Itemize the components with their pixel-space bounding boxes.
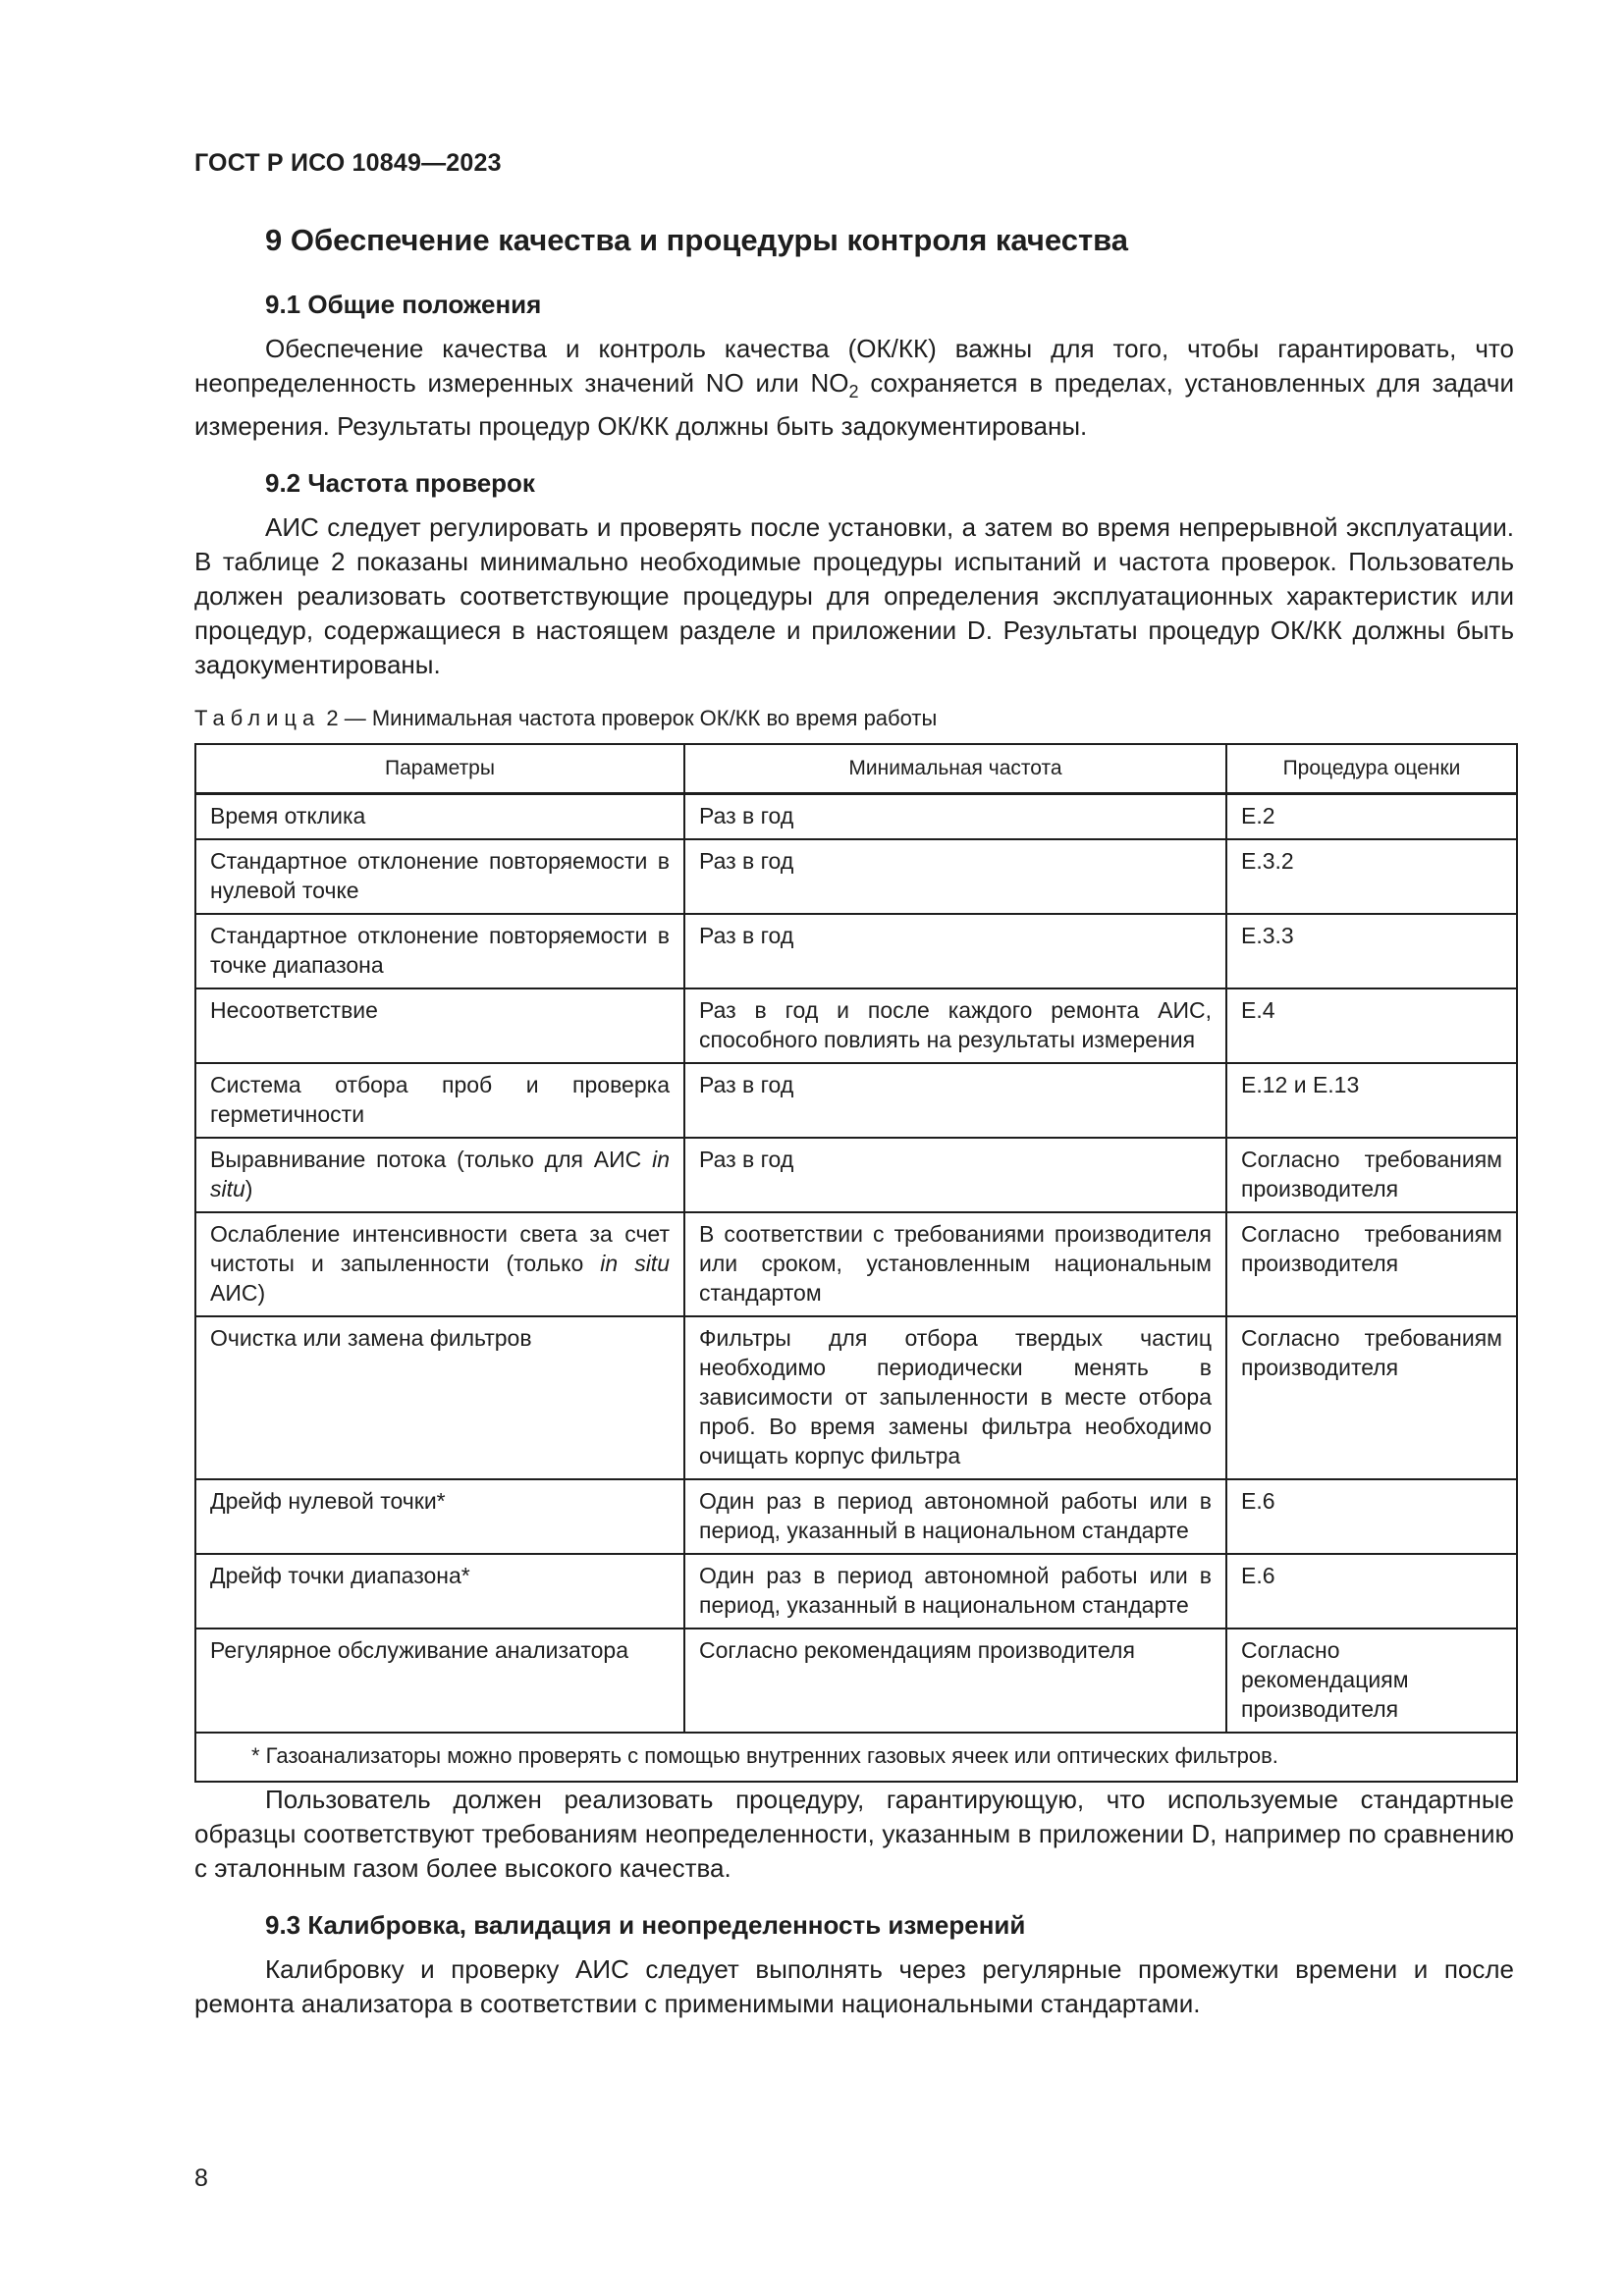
- cell-procedure: E.4: [1226, 988, 1517, 1063]
- cell-parameter: [195, 1212, 684, 1316]
- cell-parameter: Время отклика: [195, 794, 684, 840]
- italic-text: in situ: [600, 1251, 670, 1277]
- cell-text: ): [244, 1176, 253, 1202]
- cell-procedure: Согласно требованиям производителя: [1226, 1138, 1517, 1212]
- table-row: [195, 1138, 1517, 1212]
- table-row: [195, 1063, 1517, 1138]
- cell-procedure: E.3.3: [1226, 914, 1517, 988]
- section-9-3-paragraph: Калибровку и проверку АИС следует выполнять через регулярные промежутки времени и после ремонта анализатора в соответствии с применимыми национальными стандартами.: [194, 1954, 1514, 2019]
- table-row: [195, 1316, 1517, 1479]
- page-content: [194, 220, 1514, 2043]
- cell-text: АИС): [210, 1280, 266, 1307]
- paragraph-text: сохраняется в пределах, установленных для задачи измерения. Результаты процедур ОК/КК должны быть задокументированы.: [194, 368, 1514, 442]
- cell-frequency: Раз в год: [684, 1138, 1226, 1212]
- cell-frequency: Раз в год: [684, 839, 1226, 914]
- cell-frequency: В соответствии с требованиями производителя или сроком, установленным национальным стандартом: [684, 1212, 1226, 1316]
- cell-parameter: Дрейф точки диапазона*: [195, 1554, 684, 1629]
- table-row: [195, 1212, 1517, 1316]
- cell-frequency: Один раз в период автономной работы или в период, указанный в национальном стандарте: [684, 1479, 1226, 1554]
- cell-frequency: Раз в год: [684, 794, 1226, 840]
- cell-parameter: Стандартное отклонение повторяемости в точке диапазона: [195, 914, 684, 988]
- cell-parameter: Очистка или замена фильтров: [195, 1316, 684, 1479]
- cell-parameter: [195, 1138, 684, 1212]
- paragraph-text: Обеспечение качества и контроль качества (ОК/КК) важны для того, чтобы гарантировать, что неопределенность измеренных значений NO или NO: [194, 334, 1514, 398]
- cell-parameter: Система отбора проб и проверка герметичности: [195, 1063, 684, 1138]
- table-row: [195, 1479, 1517, 1554]
- cell-text: Выравнивание потока (только для АИС: [210, 1147, 653, 1173]
- section-9-2-paragraph-1: АИС следует регулировать и проверять после установки, а затем во время непрерывной эксплуатации. В таблице 2 показаны минимально необходимые процедуры испытаний и частота проверок. Пользователь должен реализовать соответствующие процедуры для определения эксплуатационных характеристик или процедур, содержащиеся в настоящем разделе и приложении D. Результаты процедур ОК/КК должны быть задокументированы.: [194, 512, 1514, 680]
- cell-parameter: Стандартное отклонение повторяемости в нулевой точке: [195, 839, 684, 914]
- section-9-2-title: 9.2 Частота проверок: [265, 468, 535, 499]
- table-header-row: [195, 744, 1517, 794]
- cell-text: Ослабление интенсивности света за счет чистоты и запыленности (только: [210, 1221, 670, 1277]
- cell-parameter: Регулярное обслуживание анализатора: [195, 1629, 684, 1733]
- cell-frequency: Раз в год: [684, 1063, 1226, 1138]
- cell-frequency: Раз в год: [684, 914, 1226, 988]
- cell-procedure: Согласно требованиям производителя: [1226, 1212, 1517, 1316]
- subscript: 2: [848, 382, 859, 402]
- header-parameters: Параметры: [195, 744, 684, 794]
- cell-procedure: Согласно требованиям производителя: [1226, 1316, 1517, 1479]
- cell-parameter: Несоответствие: [195, 988, 684, 1063]
- table-row: [195, 1629, 1517, 1733]
- table-footnote-row: [195, 1733, 1517, 1782]
- table-caption-text: 2 — Минимальная частота проверок ОК/КК во время работы: [320, 706, 938, 731]
- table-row: [195, 988, 1517, 1063]
- cell-frequency: Один раз в период автономной работы или в период, указанный в национальном стандарте: [684, 1554, 1226, 1629]
- table-row: [195, 839, 1517, 914]
- section-9-2-paragraph-2: Пользователь должен реализовать процедуру, гарантирующую, что используемые стандартные образцы соответствуют требованиям неопределенности, указанным в приложении D, например по сравнению с эталонным газом более высокого качества.: [194, 1785, 1514, 1884]
- section-9-1-title: 9.1 Общие положения: [265, 290, 542, 319]
- table-caption: [194, 704, 1514, 733]
- cell-frequency: Согласно рекомендациям производителя: [684, 1629, 1226, 1733]
- italic-text: in situ: [210, 1147, 670, 1202]
- section-9-3-title: 9.3 Калибровка, валидация и неопределенность измерений: [265, 1910, 1026, 1941]
- cell-procedure: E.2: [1226, 794, 1517, 840]
- cell-parameter: Дрейф нулевой точки*: [195, 1479, 684, 1554]
- section-9-title: 9 Обеспечение качества и процедуры контроля качества: [265, 223, 1129, 257]
- table-row: [195, 1554, 1517, 1629]
- table-row: [195, 794, 1517, 840]
- cell-frequency: Фильтры для отбора твердых частиц необходимо периодически менять в зависимости от запыленности в месте отбора проб. Во время замены фильтра необходимо очищать корпус фильтра: [684, 1316, 1226, 1479]
- cell-procedure: E.6: [1226, 1479, 1517, 1554]
- cell-procedure: E.6: [1226, 1554, 1517, 1629]
- cell-procedure: E.12 и E.13: [1226, 1063, 1517, 1138]
- table-row: [195, 914, 1517, 988]
- cell-frequency: Раз в год и после каждого ремонта АИС, способного повлиять на результаты измерения: [684, 988, 1226, 1063]
- qa-qc-frequency-table: [194, 743, 1518, 1783]
- header-procedure: Процедура оценки: [1226, 744, 1517, 794]
- document-code: ГОСТ Р ИСО 10849—2023: [194, 149, 502, 177]
- cell-procedure: E.3.2: [1226, 839, 1517, 914]
- page-number: 8: [194, 2164, 208, 2192]
- section-9-1-paragraph: [194, 332, 1514, 444]
- table-footnote: * Газоанализаторы можно проверять с помощью внутренних газовых ячеек или оптических фильтров.: [195, 1733, 1517, 1782]
- cell-procedure: Согласно рекомендациям производителя: [1226, 1629, 1517, 1733]
- table-caption-label: Таблица: [194, 706, 321, 731]
- header-min-frequency: Минимальная частота: [684, 744, 1226, 794]
